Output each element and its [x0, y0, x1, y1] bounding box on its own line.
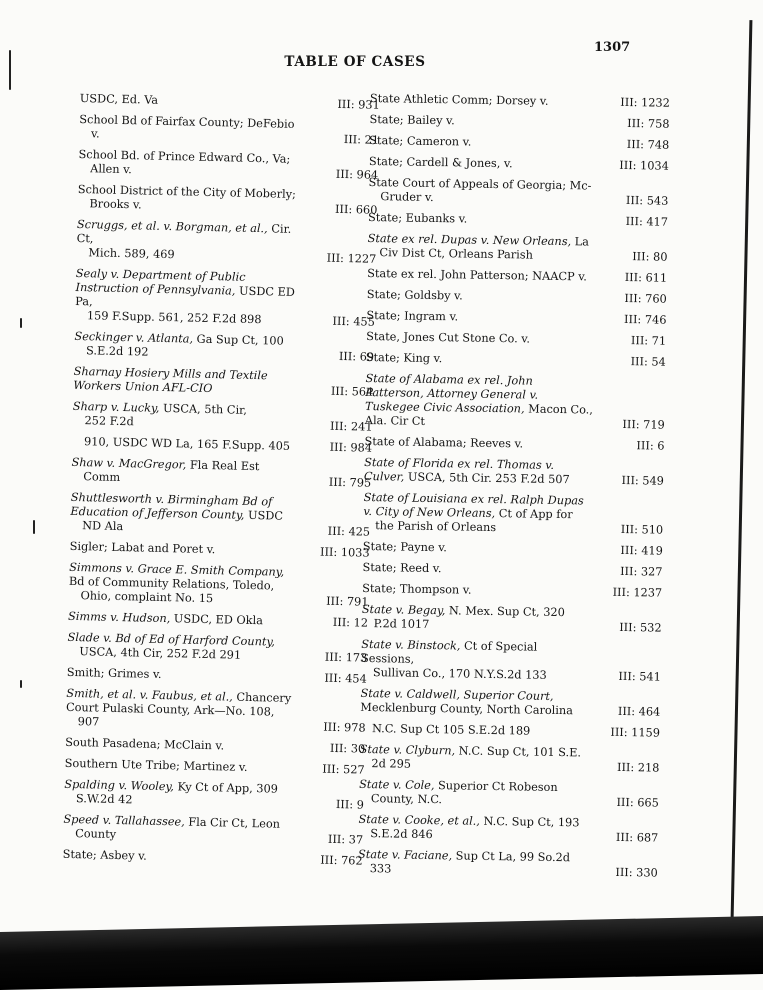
case-entry: [75, 267, 376, 330]
case-name: [370, 92, 598, 110]
case-name-italic: Slade v. Bd of Ed of Harford County,: [67, 630, 276, 649]
case-entry: [76, 218, 377, 267]
case-name-italic: Sharp v. Lucky,: [72, 399, 160, 415]
volume-page-ref: III: 665: [616, 795, 659, 810]
case-entry: [363, 491, 664, 538]
volume-page-ref: III: 541: [618, 669, 661, 684]
case-court: Bd of Community Relations, Toledo,: [68, 574, 275, 593]
case-name: [362, 582, 590, 600]
case-name: [67, 666, 295, 685]
page-edge-shadow: [731, 20, 753, 920]
volume-page-ref: III: 30: [329, 741, 366, 756]
case-name-text: Southern Ute Tribe; Martinez v.: [64, 756, 248, 774]
case-name-text: USDC, Ed. Va: [79, 92, 159, 107]
volume-page-ref: III: 1034: [619, 158, 669, 173]
case-entry: [73, 365, 374, 400]
case-entry: [65, 757, 365, 778]
case-entry: [74, 330, 375, 365]
case-continuation: the Parish of Orleans: [375, 519, 497, 535]
volume-page-ref: III: 330: [615, 865, 658, 880]
case-continuation: Civ Dist Ct, Orleans Parish: [379, 246, 534, 262]
volume-page-ref: III: 1232: [620, 95, 670, 110]
volume-page-ref: III: 419: [620, 543, 663, 558]
case-continuation: P.2d 1017: [373, 617, 430, 631]
case-name-text: School Bd. of Prince Edward Co., Va;: [78, 147, 291, 166]
case-name-text: State; Thompson v.: [362, 581, 472, 597]
case-entry: [67, 666, 367, 687]
case-entry: [366, 330, 666, 349]
volume-page-ref: III: 37: [327, 832, 364, 847]
case-name: [368, 211, 596, 229]
case-name-italic: Sharnay Hosiery Mills and Textile Workers Union AFL-CIO: [73, 364, 268, 396]
case-name: [366, 309, 594, 327]
case-entry: [71, 456, 372, 491]
case-name: [361, 638, 589, 670]
case-name: [363, 540, 591, 558]
case-entry: [70, 540, 370, 561]
case-entry: [68, 610, 368, 631]
volume-page-ref: III: 327: [620, 564, 663, 579]
case-entry: [364, 435, 664, 454]
case-court: Ct of App for: [495, 507, 573, 522]
volume-page-ref: III: 417: [625, 215, 669, 229]
case-court: Cir. Ct,: [76, 222, 292, 246]
case-name-text: School Bd of Fairfax County; DeFebio: [79, 112, 295, 131]
case-entry: [70, 491, 371, 540]
binding-mark: [33, 520, 35, 534]
case-name-italic: Sealy v. Department of Public Instruction of Pennsylvania,: [75, 266, 246, 298]
case-name: [363, 491, 591, 523]
case-name: [80, 92, 308, 111]
volume-page-ref: III: 510: [620, 522, 664, 537]
case-continuation: Mich. 589, 469: [88, 246, 175, 262]
case-name-italic: Shaw v. MacGregor,: [71, 455, 187, 472]
left-column: [62, 92, 380, 876]
volume-page-ref: III: 748: [626, 138, 670, 152]
case-name-text: State of Alabama; Reeves v.: [364, 434, 524, 451]
case-court: USDC ED Pa,: [75, 284, 296, 309]
volume-page-ref: III: 931: [337, 97, 380, 112]
case-entry: [364, 456, 664, 489]
volume-page-ref: III: 69: [338, 349, 375, 364]
case-entry: [360, 687, 660, 720]
case-court: Superior Ct Robeson: [434, 779, 558, 795]
case-entry: [358, 848, 658, 881]
case-court: Mecklenburg County, North Carolina: [360, 700, 574, 718]
binding-mark: [20, 680, 22, 688]
volume-page-ref: III: 795: [328, 475, 372, 490]
case-entry: [362, 561, 662, 580]
case-court: N.C. Sup Ct, 101 S.E.: [455, 744, 582, 760]
case-name-text: State; Bailey v.: [369, 112, 455, 128]
case-name-italic: State v. Begay,: [361, 602, 446, 618]
volume-page-ref: III: 80: [632, 250, 668, 264]
volume-page-ref: III: 527: [322, 762, 365, 777]
case-name: [364, 456, 592, 488]
case-court: Ct of Special Sessions,: [360, 639, 538, 666]
case-name-italic: State v. Clyburn,: [359, 742, 456, 758]
case-entry: [78, 148, 379, 183]
case-entry: [368, 176, 668, 209]
case-entry: [370, 92, 670, 111]
case-continuation: Sullivan Co., 170 N.Y.S.2d 133: [372, 666, 547, 682]
case-name-text: Sigler; Labat and Poret v.: [69, 539, 216, 557]
case-name: [68, 610, 296, 629]
volume-page-ref: III: 660: [334, 202, 378, 217]
volume-page-ref: III: 54: [630, 355, 666, 369]
case-name: [366, 351, 594, 369]
case-entry: [362, 603, 662, 636]
case-name-text: N.C. Sup Ct 105 S.E.2d 189: [371, 722, 531, 738]
case-name: [364, 435, 592, 453]
case-court: USCA, 5th Cir. 253 F.2d 507: [404, 470, 570, 487]
case-name-text: State; King v.: [365, 350, 443, 366]
case-entry: [368, 211, 668, 230]
volume-page-ref: III: 173: [324, 650, 368, 665]
case-entry: [67, 631, 368, 666]
case-name-italic: State v. Binstock,: [361, 637, 461, 653]
case-entry: [363, 540, 663, 559]
volume-page-ref: III: 762: [320, 853, 363, 868]
case-continuation: S.E.2d 846: [370, 827, 433, 842]
volume-page-ref: III: 1033: [319, 545, 370, 560]
case-entry: [63, 813, 364, 848]
case-entry: [367, 267, 667, 286]
volume-page-ref: III: 532: [619, 620, 662, 635]
case-entry: [367, 232, 667, 265]
case-continuation: Comm: [83, 470, 121, 485]
case-court: N. Mex. Sup Ct, 320: [445, 604, 565, 620]
case-name-text: State; Eubanks v.: [367, 210, 468, 226]
case-continuation: County, N.C.: [370, 792, 443, 807]
case-continuation: 2d 295: [371, 757, 412, 771]
volume-page-ref: III: 455: [332, 314, 375, 329]
case-name-text: State Court of Appeals of Georgia; Mc-: [368, 175, 592, 193]
case-entry: [360, 722, 660, 741]
case-entry: [369, 113, 669, 132]
page-number: 1307: [594, 40, 631, 55]
case-name-italic: State v. Cole,: [359, 777, 435, 793]
volume-page-ref: III: 978: [323, 720, 366, 735]
volume-page-ref: III: 454: [324, 671, 367, 686]
case-continuation: 333: [369, 862, 392, 876]
case-name-italic: Speed v. Tallahassee,: [63, 812, 185, 829]
case-name-text: School District of the City of Moberly;: [77, 182, 297, 201]
case-entry: [79, 113, 380, 148]
case-entry: [366, 351, 666, 370]
case-entry: [68, 561, 369, 610]
case-name: [73, 365, 302, 398]
case-name: [367, 267, 595, 285]
volume-page-ref: III: 464: [617, 704, 661, 719]
case-name: [367, 288, 595, 306]
case-entry: [358, 813, 658, 846]
case-name: [366, 330, 594, 348]
case-court: Fla Cir Ct, Leon: [184, 815, 281, 831]
case-court: Ky Ct of App, 309: [173, 780, 279, 796]
case-name-text: State; Ingram v.: [366, 308, 459, 324]
volume-page-ref: III: 611: [624, 271, 668, 285]
case-entry: [366, 309, 666, 328]
volume-page-ref: III: 964: [335, 167, 379, 182]
case-name-italic: State v. Caldwell, Superior Court,: [360, 686, 554, 703]
case-name: [72, 435, 300, 454]
volume-page-ref: III: 719: [622, 418, 665, 432]
volume-page-ref: III: 564: [330, 384, 374, 399]
case-name: [369, 134, 597, 152]
volume-page-ref: III: 1237: [612, 585, 663, 600]
case-continuation: County: [75, 827, 117, 842]
case-name-italic: Smith, et al. v. Faubus, et al.,: [66, 686, 234, 704]
case-court: La: [571, 235, 590, 249]
volume-page-ref: III: 9: [335, 797, 365, 812]
case-court: USDC: [244, 508, 284, 523]
case-name: [63, 848, 291, 867]
case-entry: [72, 400, 373, 435]
case-name-text: State Athletic Comm; Dorsey v.: [369, 92, 549, 108]
case-entry: [65, 736, 365, 757]
case-continuation: 907: [77, 715, 100, 729]
case-court: Chancery Court Pulaski County, Ark—No. 108,: [65, 690, 292, 719]
volume-page-ref: III: 746: [623, 313, 667, 327]
volume-page-ref: III: 543: [625, 194, 669, 208]
case-name-italic: Seckinger v. Atlanta,: [74, 329, 194, 346]
volume-page-ref: III: 791: [326, 594, 369, 609]
volume-page-ref: III: 687: [615, 830, 659, 845]
case-name: [70, 540, 298, 559]
case-entry: [369, 134, 669, 153]
case-entry: [80, 92, 380, 113]
case-name-text: South Pasadena; McClain v.: [65, 735, 225, 753]
case-name-italic: Spalding v. Wooley,: [64, 777, 175, 794]
case-name-text: State; Cameron v.: [369, 133, 472, 149]
case-continuation: S.E.2d 192: [85, 344, 149, 359]
volume-page-ref: III: 21: [343, 132, 380, 147]
case-continuation: v.: [90, 127, 100, 141]
case-entry: [77, 183, 378, 218]
volume-page-ref: III: 425: [327, 524, 371, 539]
case-court: Sup Ct La, 99 So.2d: [452, 849, 571, 865]
volume-page-ref: III: 984: [329, 440, 373, 455]
case-name-italic: Shuttlesworth v. Birmingham Bd of Education of Jefferson County,: [70, 490, 273, 522]
case-name-text: State; Goldsby v.: [366, 287, 463, 303]
volume-page-ref: III: 1159: [610, 725, 661, 740]
volume-page-ref: III: 241: [329, 419, 373, 434]
case-continuation: ND Ala: [82, 519, 124, 534]
case-entry: [66, 687, 367, 736]
volume-page-ref: III: 71: [630, 334, 667, 348]
volume-page-ref: III: 760: [624, 292, 667, 306]
case-name-italic: Simmons v. Grace E. Smith Company,: [69, 560, 285, 579]
case-name-italic: Scruggs, et al. v. Borgman, et al.,: [76, 217, 268, 236]
case-name-italic: State ex rel. Dupas v. New Orleans,: [367, 231, 572, 249]
volume-page-ref: III: 1227: [326, 251, 377, 266]
case-name-italic: State of Florida ex rel. Thomas v. Culver,: [363, 455, 555, 484]
case-court: USCA, 5th Cir,: [159, 401, 248, 417]
case-entry: [64, 778, 365, 813]
case-continuation: USCA, 4th Cir, 252 F.2d 291: [79, 645, 242, 662]
case-name: [360, 687, 588, 719]
case-name-text: State; Reed v.: [362, 560, 442, 576]
case-entry: [361, 638, 662, 685]
case-name-text: State; Cardell & Jones, v.: [368, 154, 513, 171]
case-name-text: State ex rel. John Patterson; NAACP v.: [367, 266, 587, 284]
case-court: N.C. Sup Ct, 193: [479, 814, 580, 830]
case-entry: [359, 743, 659, 776]
case-name: [360, 722, 588, 740]
case-name: [369, 155, 597, 173]
case-name: [65, 757, 293, 776]
volume-page-ref: III: 6: [636, 439, 665, 453]
case-name: [66, 687, 295, 720]
binding-mark: [20, 318, 22, 328]
case-entry: [359, 778, 659, 811]
volume-page-ref: III: 218: [616, 760, 660, 775]
bottom-scan-shadow: [0, 916, 763, 990]
case-name-italic: State of Louisiana ex rel. Ralph Dupas v. City of New Orleans,: [363, 490, 584, 521]
case-name: [365, 372, 594, 432]
case-entry: [367, 288, 667, 307]
volume-page-ref: III: 549: [621, 474, 665, 488]
case-continuation: Allen v.: [90, 162, 132, 177]
case-name-italic: Simms v. Hudson,: [67, 609, 171, 626]
case-entry: [365, 372, 666, 433]
case-entry: [72, 435, 372, 456]
case-name-text: State; Asbey v.: [62, 847, 147, 863]
case-name: [65, 736, 293, 755]
case-entry: [362, 582, 662, 601]
case-continuation: 252 F.2d: [84, 414, 134, 429]
volume-page-ref: III: 758: [627, 117, 670, 131]
case-court: Macon Co., Ala. Cir Ct: [364, 402, 594, 428]
case-name: [362, 561, 590, 579]
case-name-text: 910, USDC WD La, 165 F.Supp. 405: [83, 435, 291, 453]
case-continuation: 159 F.Supp. 561, 252 F.2d 898: [86, 309, 262, 327]
case-continuation: Brooks v.: [89, 197, 142, 212]
case-name-italic: State of Alabama ex rel. John Patterson, Attorney General v. Tuskegee Civic Association,: [364, 371, 539, 416]
case-continuation: S.W.2d 42: [75, 792, 133, 807]
case-continuation: Ohio, complaint No. 15: [80, 589, 214, 606]
volume-page-ref: III: 12: [332, 615, 369, 630]
case-court: Ga Sup Ct, 100: [192, 332, 284, 348]
case-entry: [63, 848, 363, 869]
case-court: USDC, ED Okla: [170, 612, 264, 628]
case-name-italic: State v. Cooke, et al.,: [358, 812, 481, 828]
case-name-italic: State v. Faciane,: [357, 847, 453, 863]
right-column: [358, 92, 670, 888]
binding-mark: [9, 50, 11, 90]
page-title: TABLE OF CASES: [284, 54, 426, 70]
case-entry: [369, 155, 669, 174]
case-name: [75, 267, 304, 314]
case-continuation: Gruder v.: [380, 190, 434, 205]
case-court: Fla Real Est: [186, 458, 260, 474]
case-name: [369, 113, 597, 131]
case-name-text: Smith; Grimes v.: [66, 665, 162, 681]
case-name-text: State; Payne v.: [362, 539, 447, 555]
case-name-text: State, Jones Cut Stone Co. v.: [366, 329, 531, 346]
